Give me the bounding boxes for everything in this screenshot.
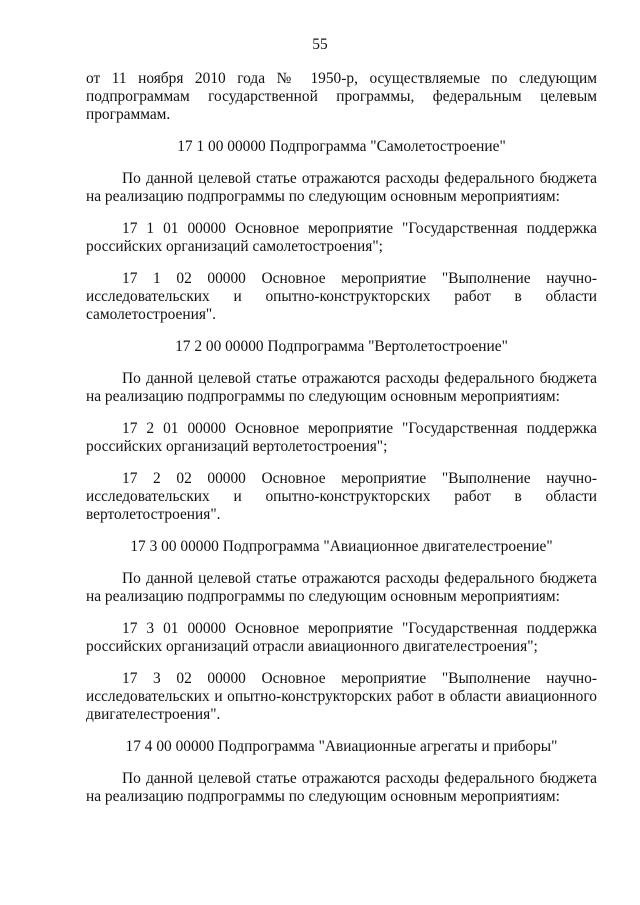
measure-17-3-01: 17 3 01 00000 Основное мероприятие "Государственная поддержка российских организаций отрасли авиационного двигателестроения"; [86, 620, 597, 655]
page-number: 55 [312, 36, 328, 53]
measure-17-1-02: 17 1 02 00000 Основное мероприятие "Выполнение научно-исследовательских и опытно-конструкторских работ в области самолетостроения". [86, 270, 597, 323]
subprogram-heading-17-2: 17 2 00 00000 Подпрограмма "Вертолетостроение" [175, 338, 508, 355]
measure-17-2-02: 17 2 02 00000 Основное мероприятие "Выполнение научно-исследовательских и опытно-конструкторских работ в области вертолетостроения". [86, 470, 597, 523]
document-body [86, 70, 597, 806]
subprogram-17-2-description: По данной целевой статье отражаются расходы федерального бюджета на реализацию подпрограммы по следующим основным мероприятиям: [86, 370, 597, 405]
subprogram-heading-17-4: 17 4 00 00000 Подпрограмма "Авиационные агрегаты и приборы" [125, 738, 558, 755]
subprogram-heading-17-1: 17 1 00 00000 Подпрограмма "Самолетостроение" [177, 138, 506, 155]
subprogram-heading-17-3: 17 3 00 00000 Подпрограмма "Авиационное двигателестроение" [130, 538, 553, 555]
measure-17-2-01: 17 2 01 00000 Основное мероприятие "Государственная поддержка российских организаций вертолетостроения"; [86, 420, 597, 455]
subprogram-17-4-description: По данной целевой статье отражаются расходы федерального бюджета на реализацию подпрограммы по следующим основным мероприятиям: [86, 770, 597, 805]
intro-paragraph: от 11 ноября 2010 года № 1950-р, осуществляемые по следующим подпрограммам государственной программы, федеральным целевым программам. [86, 70, 597, 123]
subprogram-17-1-description: По данной целевой статье отражаются расходы федерального бюджета на реализацию подпрограммы по следующим основным мероприятиям: [86, 170, 597, 205]
measure-17-1-01: 17 1 01 00000 Основное мероприятие "Государственная поддержка российских организаций самолетостроения"; [86, 220, 597, 255]
subprogram-17-3-description: По данной целевой статье отражаются расходы федерального бюджета на реализацию подпрограммы по следующим основным мероприятиям: [86, 570, 597, 605]
measure-17-3-02: 17 3 02 00000 Основное мероприятие "Выполнение научно-исследовательских и опытно-конструкторских работ в области авиационного двигателестроения". [86, 670, 597, 723]
